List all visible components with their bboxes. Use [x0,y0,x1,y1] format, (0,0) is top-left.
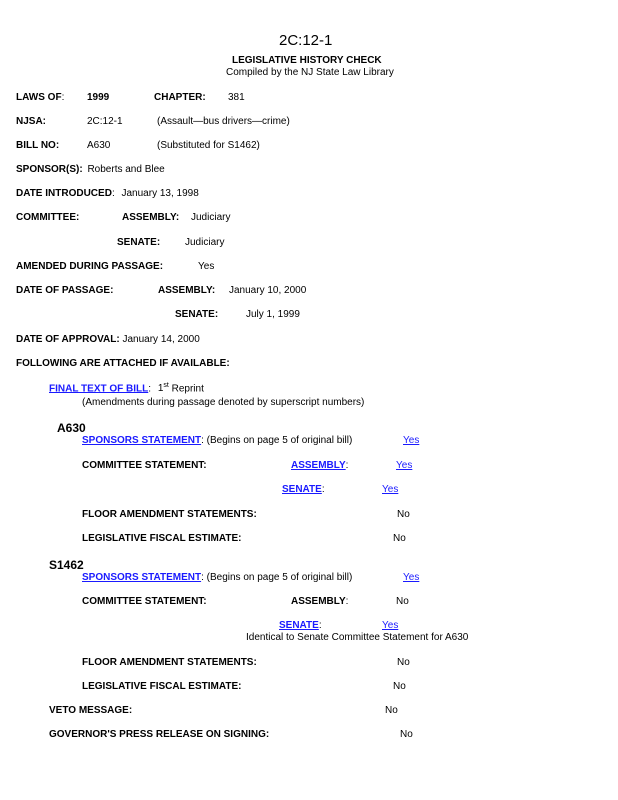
a630-sponsors-yes-link[interactable]: Yes [403,435,420,446]
laws-of-value: 1999 [87,92,110,103]
s1462-senate-link[interactable]: SENATE [279,620,319,631]
s1462-assembly-value: No [396,596,409,607]
a630-assembly-yes-link[interactable]: Yes [396,460,413,471]
laws-of-colon: : [61,92,65,103]
final-text-reprint-label: Reprint [168,383,204,395]
date-introduced-label: DATE INTRODUCED [16,188,112,199]
laws-of-label: LAWS OF [16,92,62,103]
a630-assembly-colon: : [345,460,349,471]
njsa-label: NJSA: [16,116,47,127]
date-passage-assembly-value: January 10, 2000 [229,285,307,296]
laws-of-row [16,92,64,103]
veto-value: No [385,705,398,716]
date-approval-label: DATE OF APPROVAL: [16,334,120,345]
s1462-fiscal-label: LEGISLATIVE FISCAL ESTIMATE: [82,681,242,692]
bill-no-label: BILL NO: [16,140,60,151]
final-text-reprint-suffix: st [163,382,169,389]
njsa-value: 2C:12-1 [87,116,123,127]
s1462-senate-colon: : [318,620,322,631]
a630-sponsors-row [82,435,352,446]
a630-senate-row [282,484,325,495]
sponsors-row [16,164,165,175]
s1462-committee-label: COMMITTEE STATEMENT: [82,596,207,607]
page-subtitle: LEGISLATIVE HISTORY CHECK [232,55,382,66]
amended-value: Yes [198,261,215,272]
a630-fiscal-label: LEGISLATIVE FISCAL ESTIMATE: [82,533,242,544]
s1462-assembly-colon: : [345,596,349,607]
final-text-row [49,382,204,394]
s1462-sponsors-note: : (Begins on page 5 of original bill) [201,572,353,583]
final-text-reprint-number: 1 [157,383,164,395]
following-heading: FOLLOWING ARE ATTACHED IF AVAILABLE: [16,358,230,369]
final-text-note: (Amendments during passage denoted by superscript numbers) [82,397,365,408]
chapter-value: 381 [228,92,245,103]
veto-label: VETO MESSAGE: [49,705,133,716]
date-passage-senate-label: SENATE: [175,309,219,320]
a630-senate-yes-link[interactable]: Yes [382,484,399,495]
s1462-sponsors-statement-link[interactable]: SPONSORS STATEMENT [82,572,202,583]
page-title: 2C:12-1 [279,32,333,49]
s1462-senate-note: Identical to Senate Committee Statement for A630 [246,632,469,643]
a630-fiscal-value: No [393,533,406,544]
sponsors-value: Roberts and Blee [87,164,165,175]
committee-label: COMMITTEE: [16,212,80,223]
committee-assembly-label: ASSEMBLY: [122,212,180,223]
a630-senate-link[interactable]: SENATE [282,484,322,495]
s1462-fiscal-value: No [393,681,406,692]
bill-no-note: (Substituted for S1462) [157,140,260,151]
date-introduced-colon: : [111,188,115,199]
a630-assembly-row [291,460,348,471]
a630-assembly-link[interactable]: ASSEMBLY [291,460,346,471]
s1462-assembly-label: ASSEMBLY [291,596,346,607]
press-release-value: No [400,729,413,740]
date-approval-row [16,334,200,345]
date-introduced-row [16,188,199,199]
s1462-assembly-row [291,596,348,607]
committee-senate-value: Judiciary [185,237,225,248]
a630-committee-label: COMMITTEE STATEMENT: [82,460,207,471]
a630-sponsors-note: : (Begins on page 5 of original bill) [201,435,353,446]
date-passage-assembly-label: ASSEMBLY: [158,285,216,296]
committee-assembly-value: Judiciary [191,212,231,223]
a630-floor-label: FLOOR AMENDMENT STATEMENTS: [82,509,257,520]
s1462-floor-value: No [397,657,410,668]
date-passage-label: DATE OF PASSAGE: [16,285,114,296]
a630-sponsors-statement-link[interactable]: SPONSORS STATEMENT [82,435,202,446]
committee-senate-label: SENATE: [117,237,161,248]
sponsors-label: SPONSOR(S): [16,164,83,175]
s1462-senate-yes-link[interactable]: Yes [382,620,399,631]
s1462-sponsors-yes-link[interactable]: Yes [403,572,420,583]
date-passage-senate-value: July 1, 1999 [246,309,300,320]
a630-senate-colon: : [321,484,325,495]
final-text-colon: : [148,383,152,395]
s1462-sponsors-row [82,572,352,583]
a630-floor-value: No [397,509,410,520]
press-release-label: GOVERNOR'S PRESS RELEASE ON SIGNING: [49,729,270,740]
a630-heading: A630 [57,421,86,435]
bill-no-value: A630 [87,140,111,151]
compiled-by: Compiled by the NJ State Law Library [226,67,394,78]
s1462-floor-label: FLOOR AMENDMENT STATEMENTS: [82,657,257,668]
final-text-link[interactable]: FINAL TEXT OF BILL [49,383,149,395]
date-introduced-value: January 13, 1998 [121,188,199,199]
amended-label: AMENDED DURING PASSAGE: [16,261,164,272]
date-approval-value: January 14, 2000 [122,334,200,345]
s1462-heading: S1462 [49,558,84,572]
s1462-senate-row [279,620,322,631]
chapter-label: CHAPTER: [154,92,206,103]
njsa-description: (Assault—bus drivers—crime) [157,116,290,127]
